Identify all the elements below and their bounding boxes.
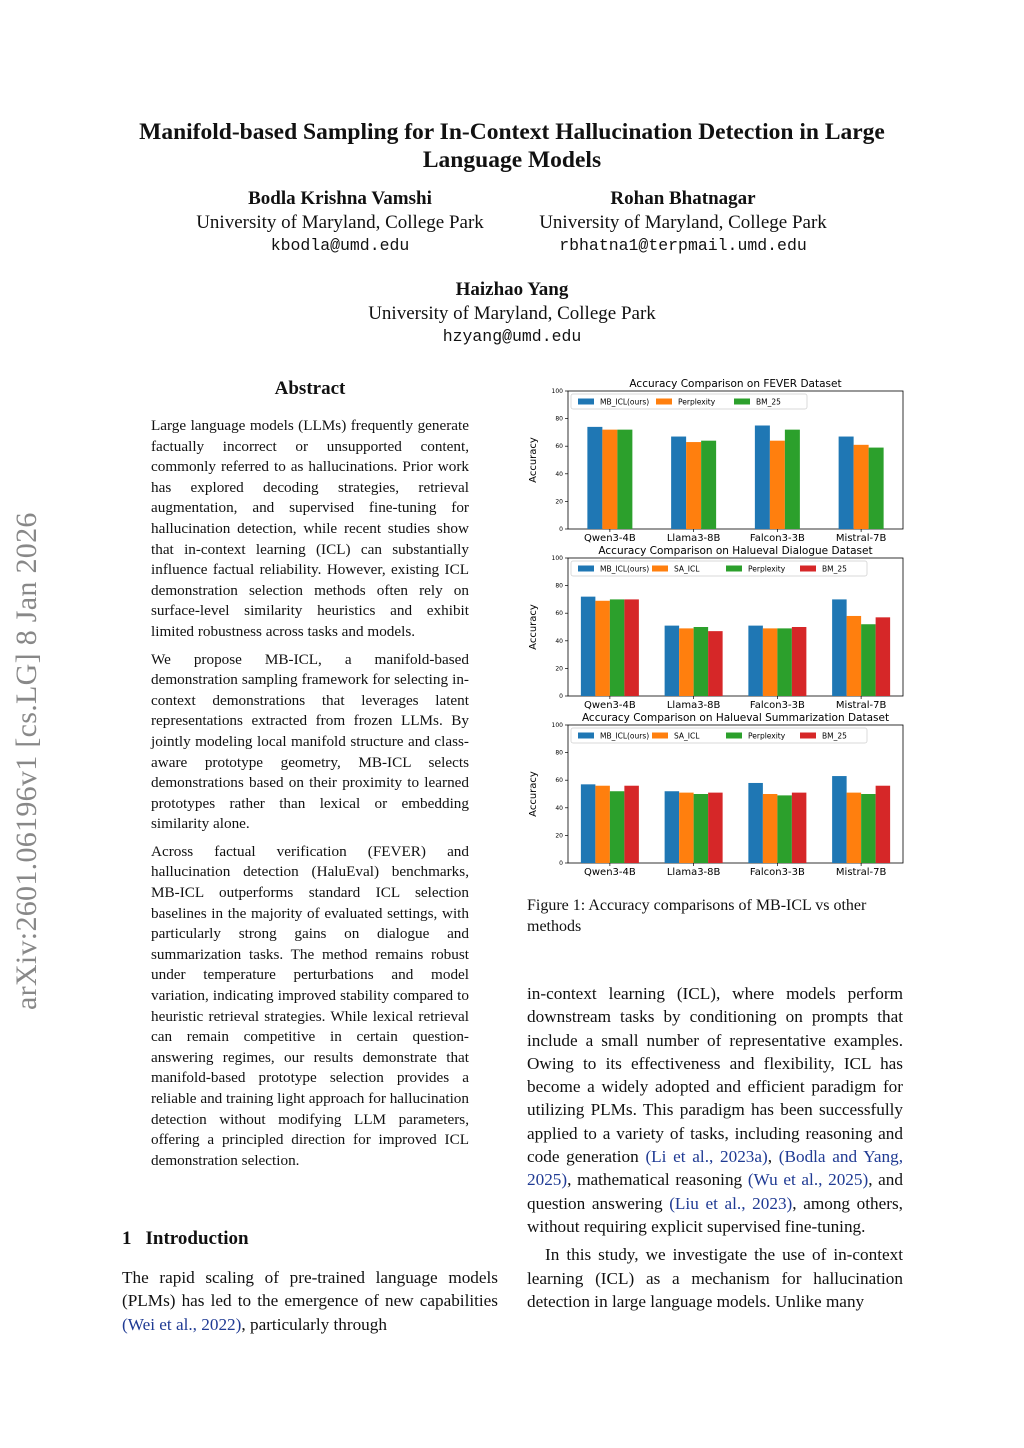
chart-title: Accuracy Comparison on Halueval Summarization Dataset: [581, 712, 890, 724]
bar: [854, 445, 869, 529]
author-email[interactable]: hzyang@umd.edu: [442, 327, 582, 346]
bar: [770, 441, 785, 529]
intro-text: , and question answering: [527, 1170, 903, 1213]
intro-right-column: [527, 982, 903, 1318]
abstract-paragraph: Large language models (LLMs) frequently generate factually incorrect or unsupported content, commonly referred to as hallucinations. Prior work has explored decoding strategies, retrieval augmentation, and supervised fine-tuning for hallucination detection, while recent studies show that in-context learning (ICL) can substantially influence factual reliability. However, existing ICL demonstration selection methods often rely on surface-level similarity heuristics and exhibit limited robustness across tasks and models.: [151, 417, 469, 640]
y-tick-label: 80: [555, 582, 563, 590]
y-tick-label: 60: [555, 610, 563, 618]
bar: [869, 448, 884, 529]
y-tick-label: 60: [555, 443, 563, 451]
chart-title: Accuracy Comparison on FEVER Dataset: [629, 378, 842, 390]
bar: [671, 437, 686, 529]
bar: [679, 793, 694, 863]
legend-swatch: [578, 399, 594, 405]
bar: [763, 794, 778, 863]
legend-swatch: [726, 566, 742, 572]
bar: [581, 597, 596, 696]
legend-label: BM_25: [822, 731, 847, 741]
legend-swatch: [578, 566, 594, 572]
bar: [581, 784, 596, 863]
citation-link[interactable]: (Wu et al., 2025): [747, 1170, 869, 1190]
author-affiliation: University of Maryland, College Park: [539, 212, 827, 233]
x-tick-label: Qwen3-4B: [584, 533, 636, 544]
x-tick-label: Qwen3-4B: [584, 700, 636, 711]
bar: [610, 791, 625, 863]
citation-link[interactable]: (Li et al., 2023a): [645, 1147, 768, 1167]
author-1: [170, 187, 510, 257]
intro-paragraph: [527, 982, 903, 1238]
citation-link[interactable]: (Wei et al., 2022): [122, 1314, 242, 1334]
bar: [708, 793, 723, 863]
y-axis-label: Accuracy: [528, 771, 539, 817]
x-tick-label: Llama3-8B: [666, 700, 721, 711]
bar: [876, 617, 891, 696]
y-tick-label: 20: [555, 832, 563, 840]
citation-link[interactable]: (Bodla and Yang, 2025): [527, 1147, 903, 1190]
author-3: [312, 278, 712, 348]
author-email[interactable]: rbhatna1@terpmail.umd.edu: [559, 236, 807, 255]
x-tick-label: Qwen3-4B: [584, 867, 636, 878]
bar: [792, 627, 807, 696]
section-number: 1: [122, 1228, 132, 1249]
bar: [763, 628, 778, 696]
bar: [694, 627, 709, 696]
legend-label: SA_ICL: [674, 731, 700, 741]
bar: [832, 599, 847, 696]
legend-swatch: [656, 399, 672, 405]
chart-dialogue: [525, 543, 910, 718]
y-tick-label: 80: [555, 415, 563, 423]
chart-summarization: [525, 710, 910, 885]
y-axis-label: Accuracy: [528, 437, 539, 483]
x-tick-label: Mistral-7B: [835, 700, 887, 711]
bar: [847, 616, 862, 696]
author-name: Rohan Bhatnagar: [610, 188, 756, 209]
y-tick-label: 20: [555, 665, 563, 673]
bar: [701, 441, 716, 529]
x-tick-label: Mistral-7B: [835, 533, 887, 544]
bar: [832, 776, 847, 863]
intro-text: , mathematical reasoning: [567, 1170, 748, 1190]
paper-title: [100, 118, 924, 174]
section-heading: [122, 1228, 263, 1250]
bar: [617, 430, 632, 529]
intro-text: in-context learning (ICL), where models perform downstream tasks by conditioning on prompts that include a small number of representative examples. Owing to its effectiveness and flexibility, ICL has become a widely adopted and efficient paradigm for utilizing PLMs. This paradigm has been successfully applied to a variety of tasks, including reasoning and code generation: [527, 984, 903, 1167]
x-tick-label: Falcon3-3B: [749, 867, 805, 878]
x-tick-label: Falcon3-3B: [749, 533, 805, 544]
section-title: Introduction: [145, 1228, 249, 1249]
bar: [595, 601, 610, 696]
bar: [847, 793, 862, 863]
legend-label: MB_ICL(ours): [600, 397, 650, 407]
title-line-1: Manifold-based Sampling for In-Context Hallucination Detection in Large: [139, 119, 885, 145]
intro-text: ,: [767, 1147, 779, 1167]
author-email[interactable]: kbodla@umd.edu: [270, 236, 410, 255]
bar: [595, 786, 610, 863]
legend-label: Perplexity: [748, 564, 786, 574]
bar: [792, 793, 807, 863]
bar: [861, 624, 876, 696]
author-name: Haizhao Yang: [455, 279, 569, 300]
chart-fever: [525, 376, 910, 551]
abstract-heading: Abstract: [274, 378, 346, 399]
y-tick-label: 40: [555, 470, 563, 478]
legend-label: SA_ICL: [674, 564, 700, 574]
x-tick-label: Llama3-8B: [666, 533, 721, 544]
intro-left-column: [122, 1266, 498, 1336]
x-tick-label: Mistral-7B: [835, 867, 887, 878]
author-affiliation: University of Maryland, College Park: [196, 212, 484, 233]
citation-link[interactable]: (Liu et al., 2023): [669, 1193, 793, 1213]
legend-swatch: [578, 733, 594, 739]
y-tick-label: 0: [559, 860, 563, 867]
legend-swatch: [734, 399, 750, 405]
bar: [679, 628, 694, 696]
chart-svg: [525, 376, 910, 546]
y-tick-label: 100: [551, 388, 563, 395]
x-tick-label: Falcon3-3B: [749, 700, 805, 711]
y-tick-label: 40: [555, 637, 563, 645]
x-tick-label: Llama3-8B: [666, 867, 721, 878]
bar: [876, 786, 891, 863]
y-tick-label: 20: [555, 498, 563, 506]
legend-label: BM_25: [756, 397, 781, 407]
y-tick-label: 0: [559, 526, 563, 533]
legend-swatch: [800, 733, 816, 739]
legend-label: MB_ICL(ours): [600, 731, 650, 741]
bar: [602, 430, 617, 529]
author-2: [513, 187, 853, 257]
bar: [587, 427, 602, 529]
bar: [624, 599, 639, 696]
y-tick-label: 80: [555, 749, 563, 757]
legend-swatch: [652, 566, 668, 572]
bar: [777, 795, 792, 863]
bar: [665, 626, 680, 696]
legend-label: BM_25: [822, 564, 847, 574]
figure-caption: Figure 1: Accuracy comparisons of MB-ICL vs other methods: [527, 897, 867, 935]
author-affiliation: University of Maryland, College Park: [368, 303, 656, 324]
legend-label: Perplexity: [678, 397, 716, 407]
legend-swatch: [726, 733, 742, 739]
title-line-2: Language Models: [422, 147, 602, 173]
bar: [665, 791, 680, 863]
intro-paragraph: In this study, we investigate the use of in-context learning (ICL) as a mechanism for hallucination detection in large language models. Unlike many: [527, 1245, 903, 1311]
bar: [610, 599, 625, 696]
intro-text: , particularly through: [241, 1314, 387, 1334]
legend-label: Perplexity: [748, 731, 786, 741]
bar: [708, 631, 723, 696]
bar: [686, 442, 701, 529]
abstract-paragraph: We propose MB-ICL, a manifold-based demonstration sampling framework for selecting in-context demonstrations that leverages latent representations extracted from frozen LLMs. By jointly modeling local manifold structure and class-aware prototype geometry, MB-ICL selects demonstrations based on their proximity to learned prototypes rather than lexical or embedding similarity alone.: [151, 650, 469, 833]
abstract-body: [151, 416, 469, 1178]
bar: [624, 786, 639, 863]
bar: [777, 628, 792, 696]
y-tick-label: 40: [555, 804, 563, 812]
bar: [694, 794, 709, 863]
bar: [748, 626, 763, 696]
y-tick-label: 60: [555, 777, 563, 785]
chart-title: Accuracy Comparison on Halueval Dialogue Dataset: [598, 545, 873, 557]
legend-swatch: [652, 733, 668, 739]
y-tick-label: 100: [551, 722, 563, 729]
legend-swatch: [800, 566, 816, 572]
bar: [785, 430, 800, 529]
abstract-paragraph: Across factual verification (FEVER) and hallucination detection (HaluEval) benchmarks, MB-ICL outperforms standard ICL selection baselines in the majority of evaluated settings, with particularly strong gains on dialogue and summarization tasks. The method remains robust under temperature perturbations and model variation, indicating improved stability compared to heuristic retrieval strategies. While lexical retrieval can remain competitive in certain question-answering regimes, our results demonstrate that manifold-based prototype selection provides a reliable and training light approach for hallucination detection without modifying LLM parameters, offering a principled direction for improved ICL demonstration selection.: [151, 842, 469, 1169]
bar: [748, 783, 763, 863]
bar: [861, 794, 876, 863]
author-name: Bodla Krishna Vamshi: [248, 188, 432, 209]
chart-svg: [525, 710, 910, 880]
y-tick-label: 0: [559, 693, 563, 700]
y-tick-label: 100: [551, 555, 563, 562]
bar: [755, 426, 770, 530]
intro-text: , among others, without requiring explicit supervised fine-tuning.: [527, 1193, 903, 1236]
chart-svg: [525, 543, 910, 713]
y-axis-label: Accuracy: [528, 604, 539, 650]
legend-label: MB_ICL(ours): [600, 564, 650, 574]
bar: [839, 437, 854, 529]
intro-text: The rapid scaling of pre-trained language models (PLMs) has led to the emergence of new capabilities: [122, 1268, 498, 1311]
